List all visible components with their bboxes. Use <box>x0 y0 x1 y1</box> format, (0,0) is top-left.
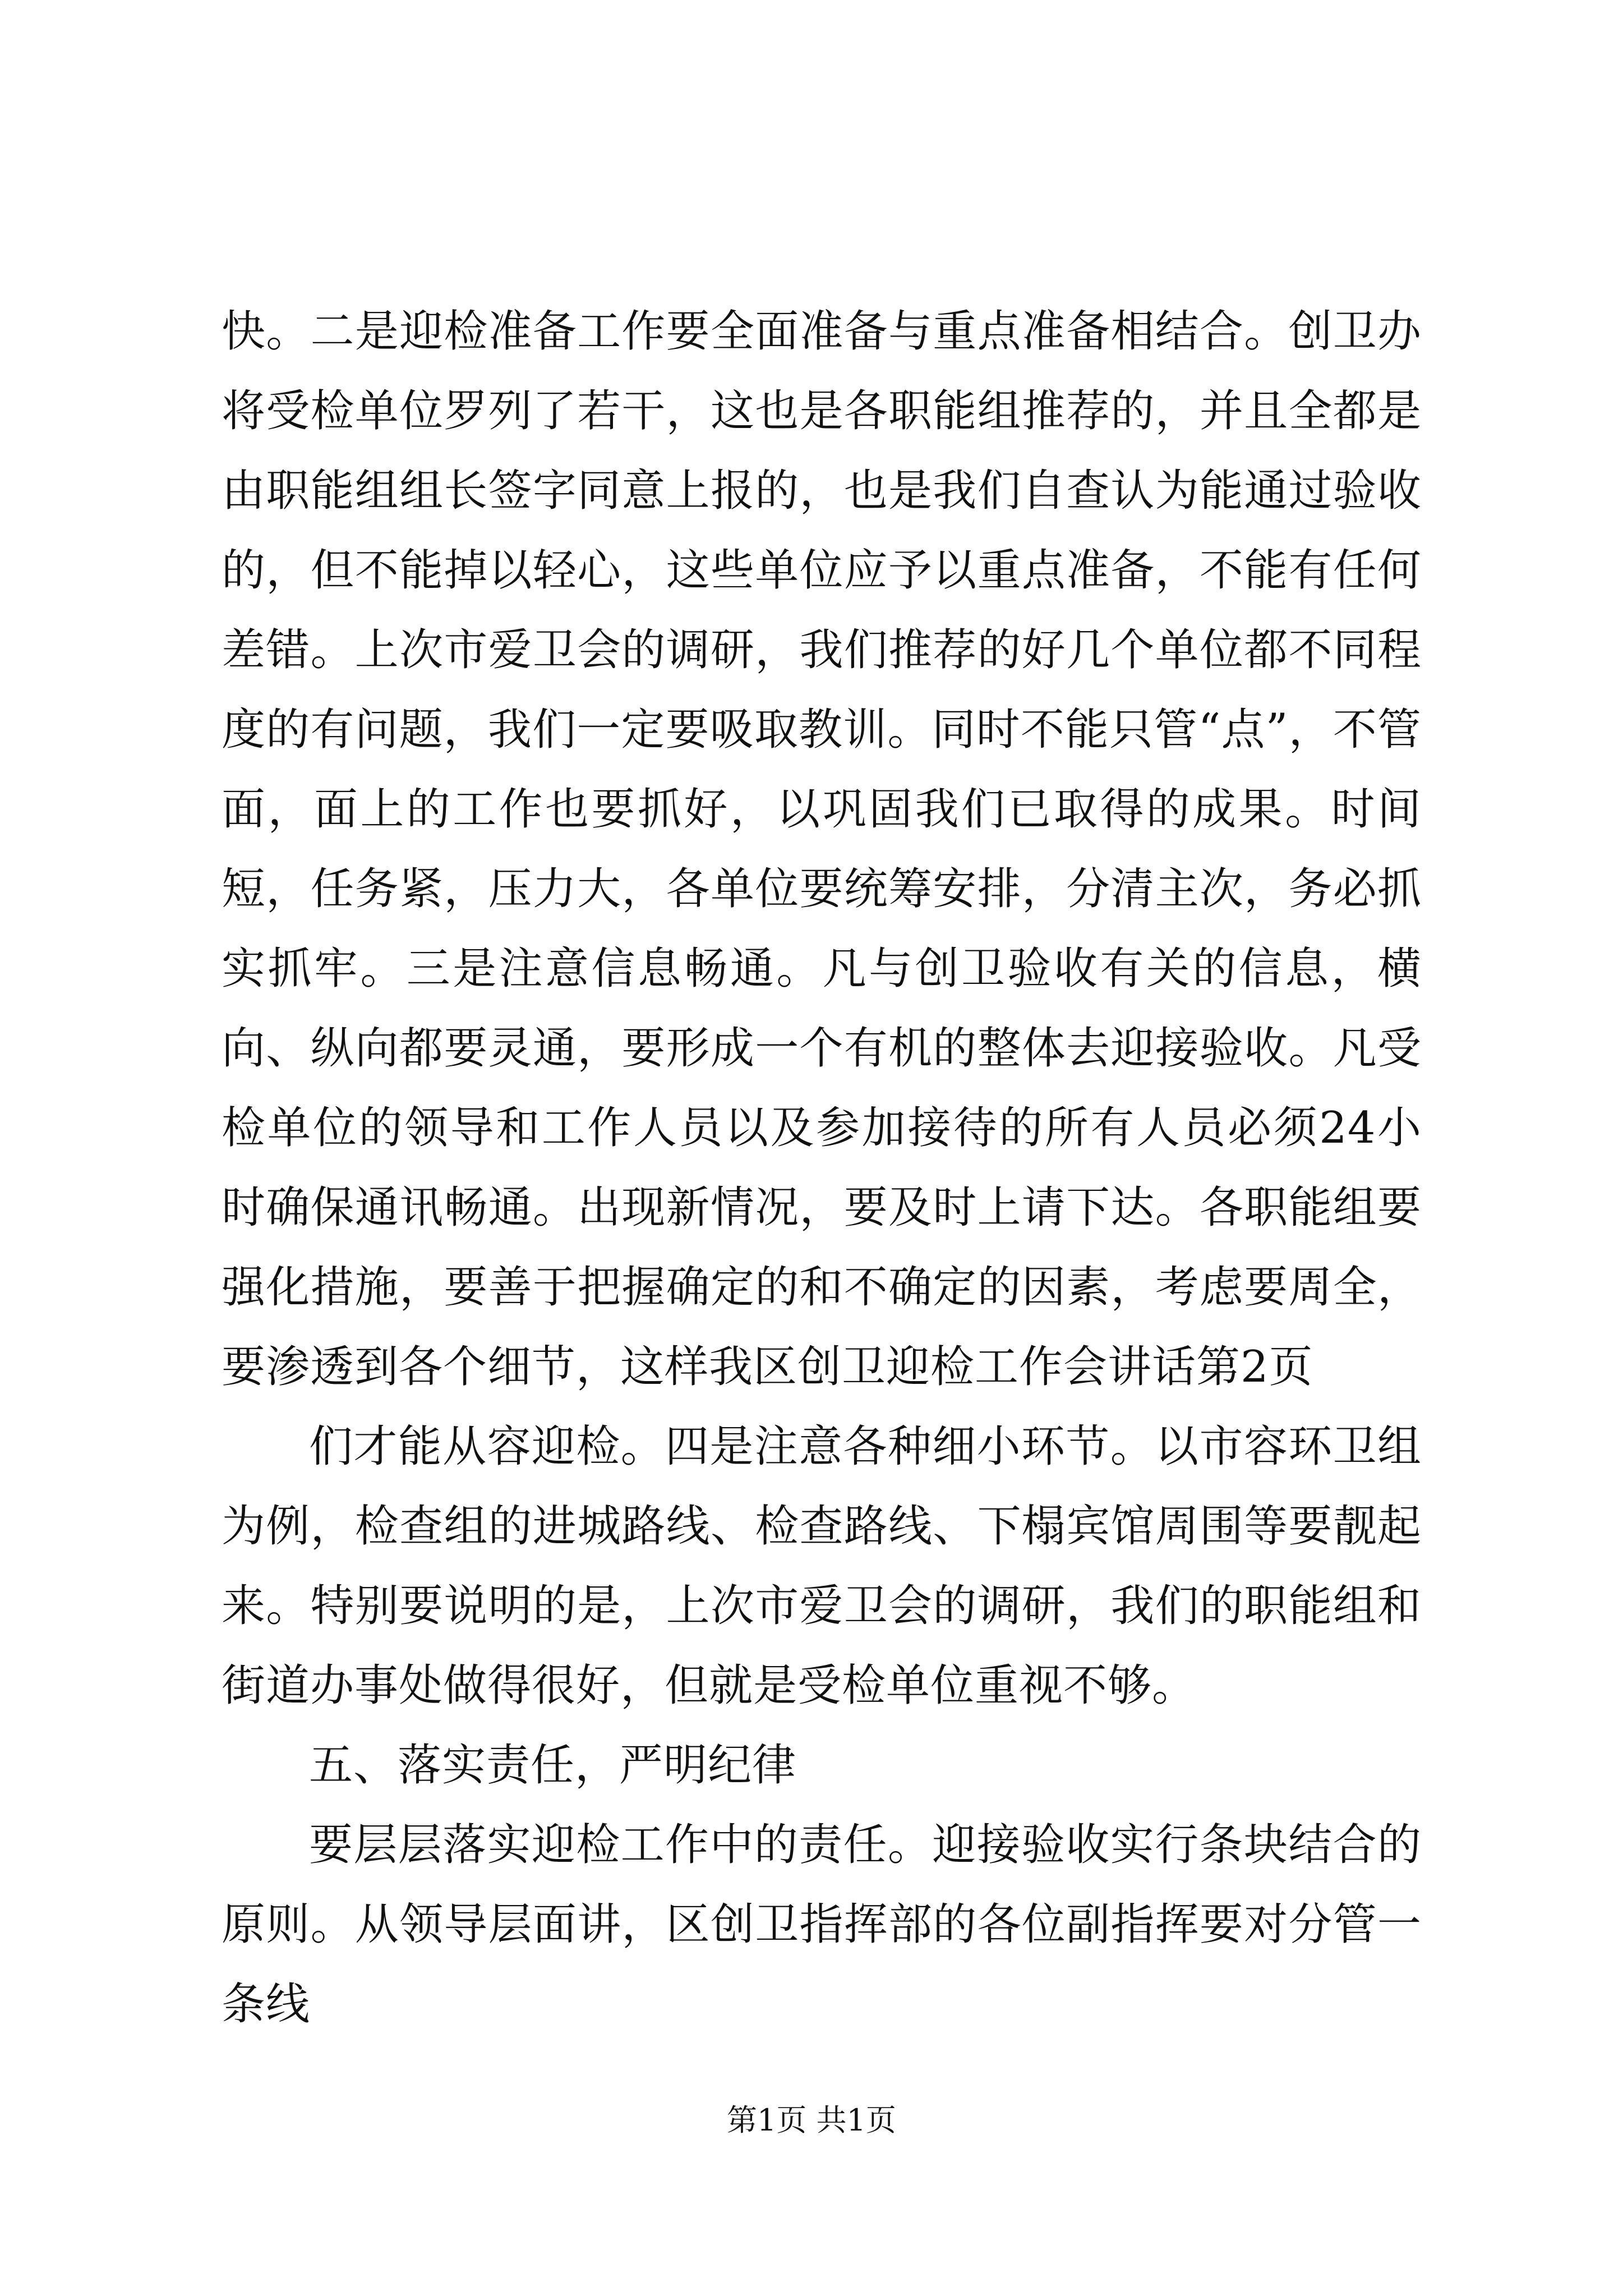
paragraph-1: 快。二是迎检准备工作要全面准备与重点准备相结合。创卫办将受检单位罗列了若干，这也是各职能组推荐的，并且全都是由职能组组长签字同意上报的，也是我们自查认为能通过验收的，但不能掉以轻心，这些单位应予以重点准备，不能有任何差错。上次市爱卫会的调研，我们推荐的好几个单位都不同程度的有问题，我们一定要吸取教训。同时不能只管“点”，不管面，面上的工作也要抓好，以巩固我们已取得的成果。时间短，任务紧，压力大，各单位要统筹安排，分清主次，务必抓实抓牢。三是注意信息畅通。凡与创卫验收有关的信息，横向、纵向都要灵通，要形成一个有机的整体去迎接验收。凡受检单位的领导和工作人员以及参加接待的所有人员必须24小时确保通讯畅通。出现新情况，要及时上请下达。各职能组要强化措施，要善于把握确定的和不确定的因素，考虑要周全，要渗透到各个细节，这样我区创卫迎检工作会讲话第2页 <box>222 306 1422 1392</box>
section-heading: 五、落实责任，严明纪律 <box>309 1740 797 1791</box>
document-body <box>222 292 1422 2044</box>
paragraph-2: 们才能从容迎检。四是注意各种细小环节。以市容环卫组为例，检查组的进城路线、检查路线、下榻宾馆周围等要靓起来。特别要说明的是，上次市爱卫会的调研，我们的职能组和街道办事处做得很好，但就是受检单位重视不够。 <box>222 1421 1422 1711</box>
page-footer: 第1页 共1页 <box>727 2102 896 2138</box>
paragraph-3: 要层层落实迎检工作中的责任。迎接验收实行条块结合的原则。从领导层面讲，区创卫指挥部的各位副指挥要对分管一条线 <box>222 1820 1422 2030</box>
